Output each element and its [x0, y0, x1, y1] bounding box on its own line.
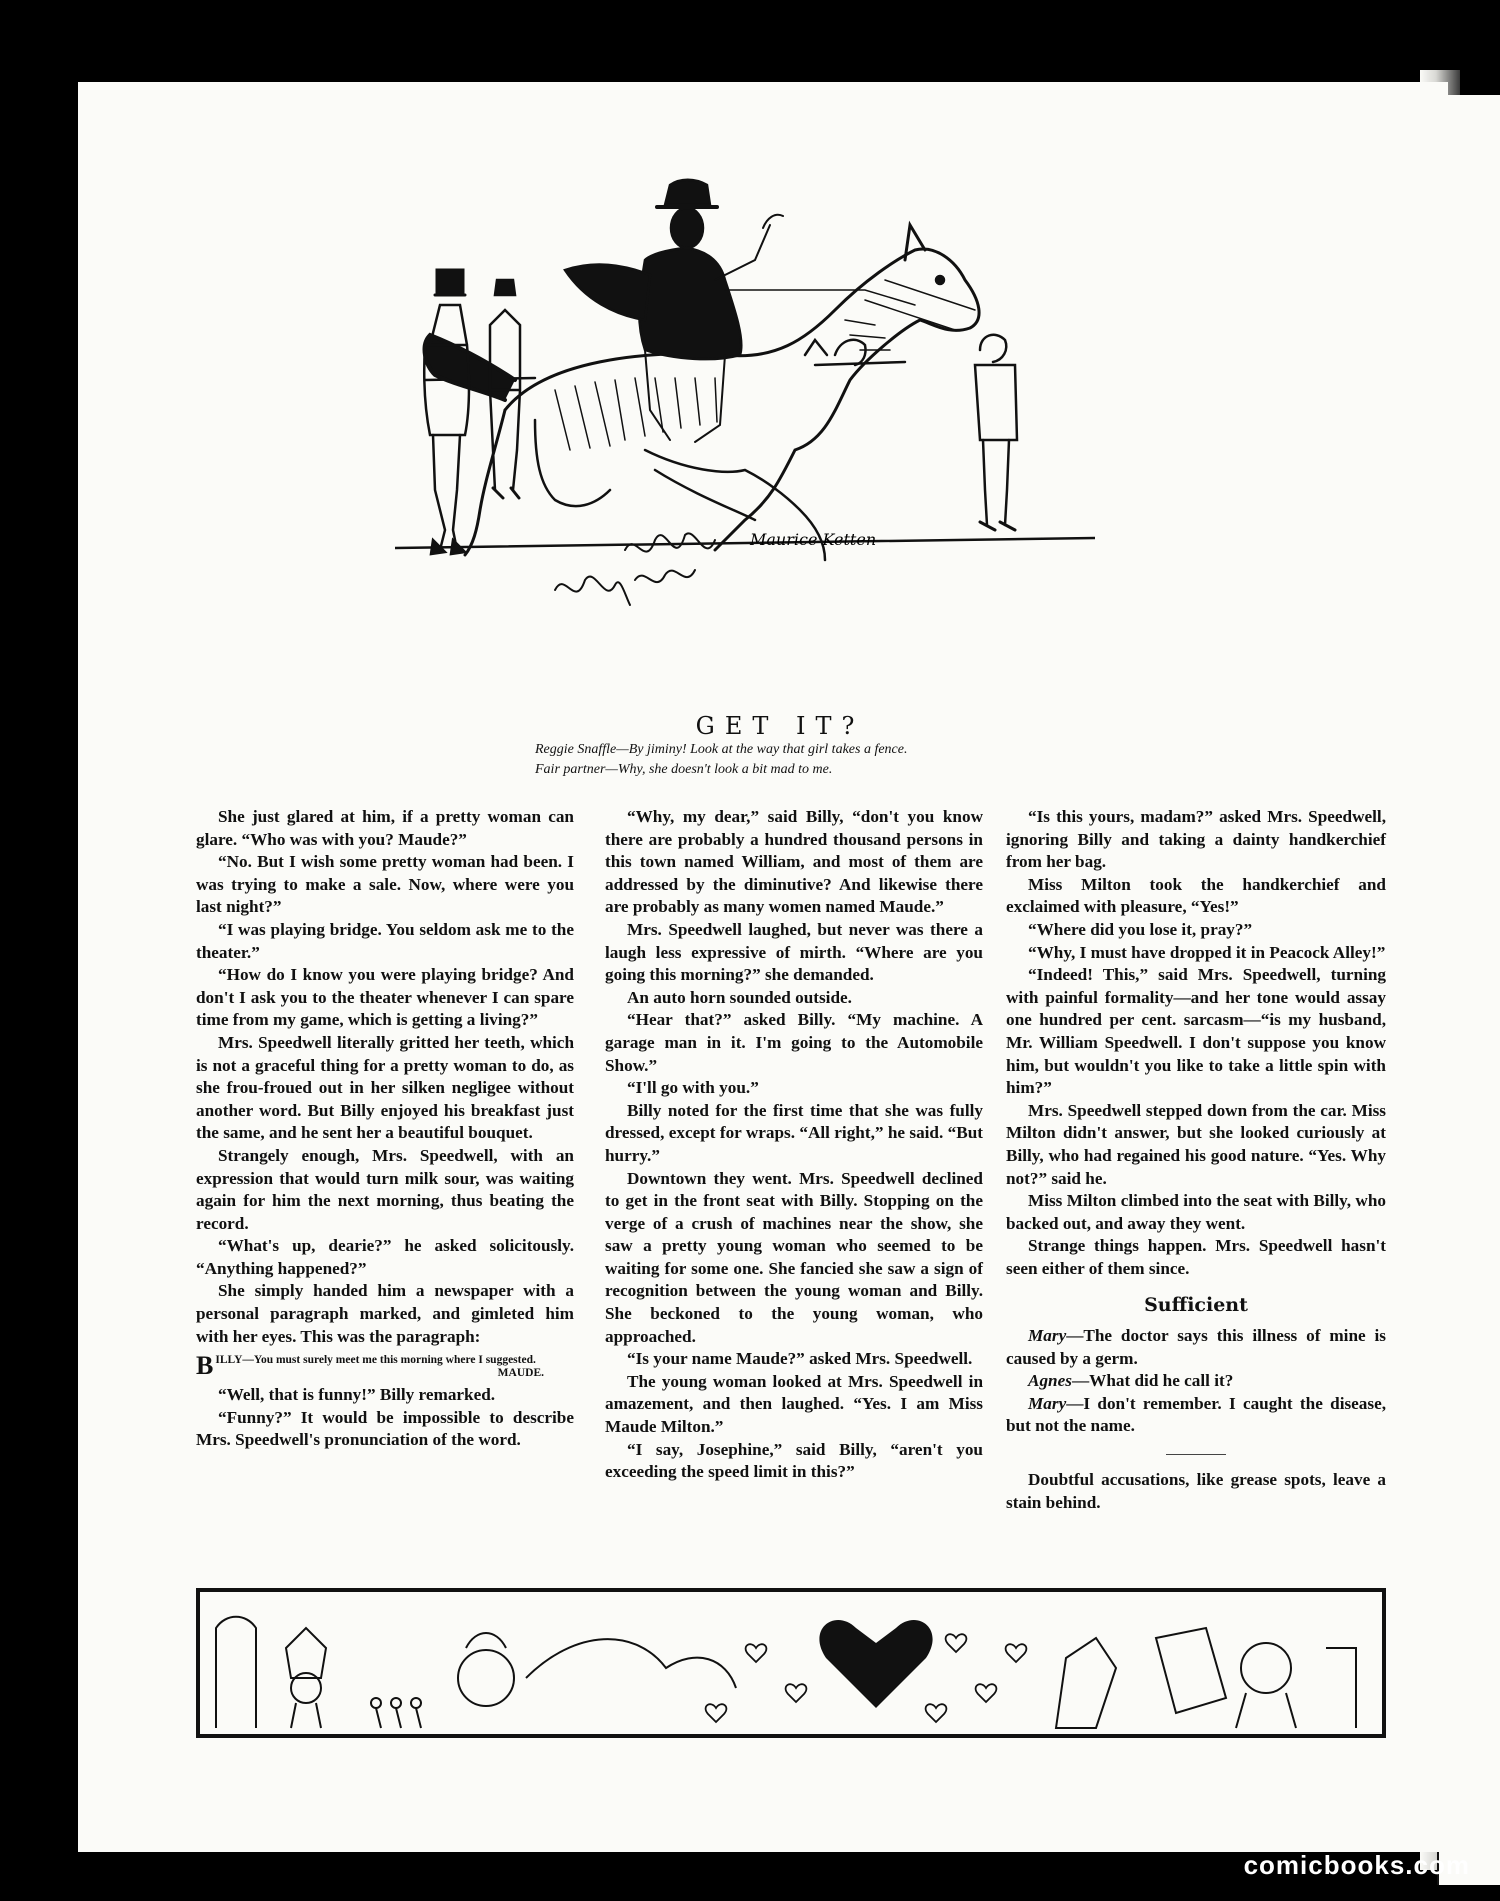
proverb: Doubtful accusations, like grease spots, leave a stain behind.: [1006, 1470, 1386, 1512]
speaker-name: Mary: [1028, 1326, 1067, 1346]
joke-line: [1006, 1370, 1386, 1393]
cartoon-title: GET IT?: [695, 712, 865, 740]
paragraph: “Where did you lose it, pray?”: [1028, 919, 1253, 939]
paragraph: “No. But I wish some pretty woman had been. I was trying to make a sale. Now, where were you last night?”: [196, 852, 574, 917]
joke-text: —I don't remember. I caught the disease, but not the name.: [1006, 1393, 1386, 1436]
notice-drop-cap: B: [196, 1351, 214, 1381]
joke-text: —What did he call it?: [1071, 1371, 1234, 1391]
paragraph: “I'll go with you.”: [627, 1078, 759, 1098]
paragraph: “Well, that is funny!” Billy remarked.: [218, 1385, 496, 1405]
paragraph: Downtown they went. Mrs. Speedwell declined to get in the front seat with Billy. Stopping on the verge of a crush of machines near the show, she saw a pretty young woman who seemed to be waiting for some one. She fancied she saw a sign of recognition between the young woman and Billy. She beckoned to the young woman, who approached.: [605, 1168, 983, 1346]
paragraph: “How do I know you were playing bridge? And don't I ask you to the theater whenever I can spare time from my game, which is getting a living?”: [196, 965, 574, 1030]
story-column-1: [196, 806, 574, 1452]
paragraph: Strange things happen. Mrs. Speedwell hasn't seen either of them since.: [1006, 1236, 1386, 1278]
joke-line: [1006, 1393, 1386, 1438]
artist-signature: Maurice Ketten: [750, 530, 877, 549]
caption-line-2: Fair partner—Why, she doesn't look a bit mad to me.: [535, 762, 833, 777]
paragraph: Billy noted for the first time that she was fully dressed, except for wraps. “All right,” he said. “But hurry.”: [605, 1100, 983, 1165]
joke-text: —The doctor says this illness of mine is caused by a germ.: [1006, 1326, 1386, 1368]
horse-rider-cartoon: [395, 150, 1095, 700]
joke-line: [1006, 1325, 1386, 1370]
speaker-name: Agnes: [1028, 1371, 1072, 1391]
decorative-cartoon-border: [196, 1588, 1386, 1738]
notice-text: ILLY—You must surely meet me this morning where I suggested.: [215, 1354, 536, 1367]
paragraph: Miss Milton took the handkerchief and exclaimed with pleasure, “Yes!”: [1006, 874, 1386, 917]
paragraph: “Is your name Maude?” asked Mrs. Speedwell.: [627, 1349, 973, 1369]
paragraph: She just glared at him, if a pretty woman can glare. “Who was with you? Maude?”: [196, 807, 574, 849]
paragraph: Miss Milton climbed into the seat with Billy, who backed out, and away they went.: [1006, 1191, 1386, 1233]
paragraph: “Is this yours, madam?” asked Mrs. Speedwell, ignoring Billy and taking a dainty handkerchief from her bag.: [1006, 807, 1386, 872]
story-column-2: [605, 806, 983, 1484]
paragraph: “Funny?” It would be impossible to describe Mrs. Speedwell's pronunciation of the word.: [196, 1407, 574, 1450]
watermark-brand: comicbooks.com: [1243, 1850, 1470, 1880]
paragraph: “I say, Josephine,” said Billy, “aren't you exceeding the speed limit in this?”: [605, 1439, 983, 1482]
paragraph: The young woman looked at Mrs. Speedwell in amazement, and then laughed. “Yes. I am Miss Maude Milton.”: [605, 1371, 983, 1437]
paragraph: She simply handed him a newspaper with a personal paragraph marked, and gimleted him with her eyes. This was the paragraph:: [196, 1281, 574, 1346]
paragraph: “Why, my dear,” said Billy, “don't you know there are probably a hundred thousand persons in this town named William, and most of them are addressed by the diminutive? And likewise there are probably as many women named Maude.”: [605, 807, 983, 917]
notice-signature: MAUDE.: [497, 1367, 544, 1380]
newspaper-personal-notice: [196, 1351, 574, 1381]
paragraph: “Indeed! This,” said Mrs. Speedwell, turning with painful formality—and her tone would assay one hundred per cent. sarcasm—“is my husband, Mr. William Speedwell. I don't suppose you know him, but wouldn't you like to take a little spin with him?”: [1006, 965, 1386, 1098]
paragraph: “Why, I must have dropped it in Peacock Alley!”: [1028, 942, 1386, 962]
story-column-3: [1006, 806, 1386, 1514]
section-divider: [1166, 1454, 1226, 1455]
paragraph: “Hear that?” asked Billy. “My machine. A garage man in it. I'm going to the Automobile Show.”: [605, 1010, 983, 1075]
paragraph: Mrs. Speedwell stepped down from the car. Miss Milton didn't answer, but she looked curiously at Billy, who had regained his good nature. “Yes. Why not?” said he.: [1006, 1100, 1386, 1188]
paragraph: Mrs. Speedwell literally gritted her teeth, which is not a graceful thing for a pretty woman to do, as she frou-froued out in her silken negligee without another word. But Billy enjoyed his breakfast just the same, and he sent her a beautiful bouquet.: [196, 1032, 574, 1143]
sufficient-heading: Sufficient: [1144, 1294, 1248, 1317]
caption-line-1: Reggie Snaffle—By jiminy! Look at the way that girl takes a fence.: [535, 742, 908, 757]
paragraph: “I was playing bridge. You seldom ask me to the theater.”: [196, 919, 574, 962]
paragraph: Mrs. Speedwell laughed, but never was there a laugh less expressive of mirth. “Where are you going this morning?” she demanded.: [605, 919, 983, 985]
paragraph: Strangely enough, Mrs. Speedwell, with an expression that would turn milk sour, was waiting again for him the next morning, thus beating the record.: [196, 1145, 574, 1233]
speaker-name: Mary: [1028, 1393, 1067, 1413]
paragraph: “What's up, dearie?” he asked solicitously. “Anything happened?”: [196, 1236, 574, 1278]
paragraph: An auto horn sounded outside.: [627, 987, 852, 1007]
